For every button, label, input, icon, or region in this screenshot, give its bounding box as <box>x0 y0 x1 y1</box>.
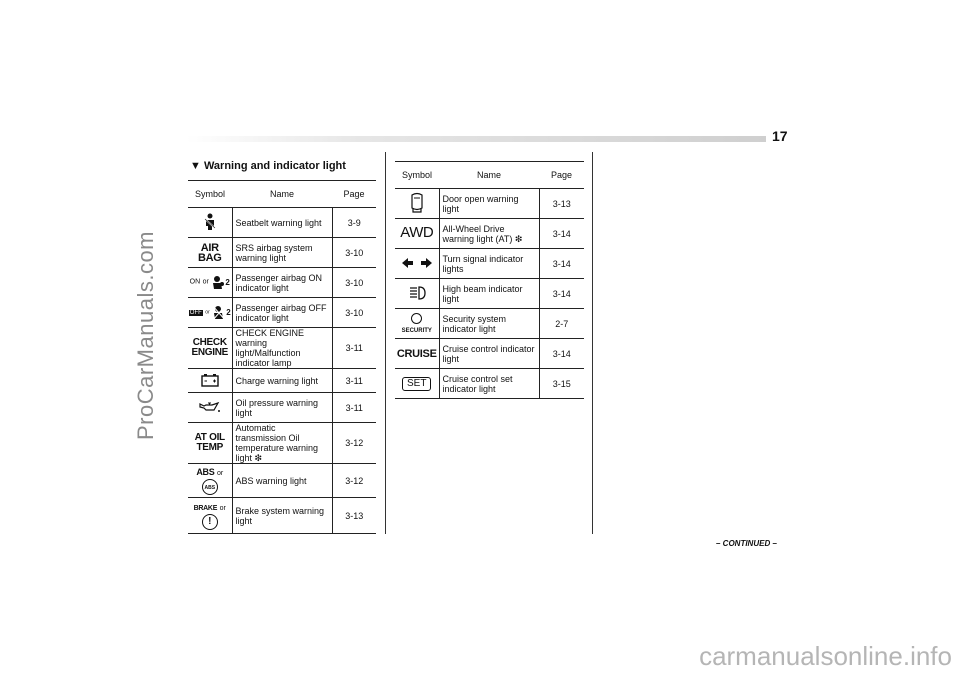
name-cell: Cruise control indicator light <box>439 339 539 369</box>
symbol-cell <box>188 208 232 238</box>
table-row <box>188 369 376 393</box>
name-cell: Seatbelt warning light <box>232 208 332 238</box>
name-cell: Turn signal indicator lights <box>439 249 539 279</box>
page-cell: 3-11 <box>332 328 376 369</box>
name-cell: Cruise control set indicator light <box>439 369 539 399</box>
table-row <box>188 498 376 534</box>
name-cell: ABS warning light <box>232 464 332 498</box>
seatbelt-icon <box>200 212 220 232</box>
header-rule <box>186 136 766 142</box>
page-cell: 3-14 <box>539 249 584 279</box>
symbol-cell <box>395 339 439 369</box>
page-cell: 3-13 <box>332 498 376 534</box>
symbol-cell <box>188 498 232 534</box>
table-row <box>395 369 584 399</box>
column-divider-middle <box>385 152 386 534</box>
symbol-cell <box>395 309 439 339</box>
high-beam-icon <box>407 286 427 300</box>
name-cell: Brake system warning light <box>232 498 332 534</box>
page-cell: 3-15 <box>539 369 584 399</box>
passenger-airbag-off-icon: OFF or 2 <box>189 307 231 317</box>
table-row <box>188 298 376 328</box>
table-row <box>395 309 584 339</box>
warning-lights-table-left <box>188 180 376 534</box>
name-cell: Passenger airbag OFF indicator light <box>232 298 332 328</box>
name-cell: Passenger airbag ON indicator light <box>232 268 332 298</box>
header-name: Name <box>232 181 332 208</box>
symbol-cell <box>395 279 439 309</box>
watermark-procarmanuals: ProCarManuals.com <box>133 230 158 440</box>
name-cell: Oil pressure warning light <box>232 393 332 423</box>
page-cell: 3-10 <box>332 238 376 268</box>
symbol-cell <box>188 268 232 298</box>
symbol-cell <box>188 464 232 498</box>
table-row <box>188 393 376 423</box>
section-marker-icon: ▼ <box>190 160 201 172</box>
page-cell: 3-11 <box>332 393 376 423</box>
section-title <box>190 160 346 172</box>
warning-lights-table-right <box>395 161 584 399</box>
awd-icon: AWD <box>400 224 434 241</box>
name-cell: CHECK ENGINE warning light/Malfunction indicator lamp <box>232 328 332 369</box>
name-cell: High beam indicator light <box>439 279 539 309</box>
header-symbol: Symbol <box>395 162 439 189</box>
header-name: Name <box>439 162 539 189</box>
passenger-airbag-on-icon: ON or 2 <box>190 277 230 287</box>
watermark-carmanualsonline: carmanualsonline.info <box>699 641 952 671</box>
table-row <box>188 423 376 464</box>
symbol-cell <box>395 249 439 279</box>
table-row <box>395 189 584 219</box>
airbag-icon: AIR BAG <box>197 241 222 264</box>
name-cell: Automatic transmission Oil temperature warning light ❇ <box>232 423 332 464</box>
name-cell: Security system indicator light <box>439 309 539 339</box>
header-page: Page <box>539 162 584 189</box>
header-page: Page <box>332 181 376 208</box>
table-row <box>395 279 584 309</box>
page-cell: 3-10 <box>332 298 376 328</box>
table-header-row <box>188 181 376 208</box>
page-cell: 3-10 <box>332 268 376 298</box>
name-cell: Charge warning light <box>232 369 332 393</box>
column-divider-right <box>592 152 593 534</box>
table-row <box>395 219 584 249</box>
symbol-cell <box>188 393 232 423</box>
oil-can-icon <box>198 400 222 414</box>
table-row <box>188 238 376 268</box>
page-cell: 3-12 <box>332 423 376 464</box>
symbol-cell <box>188 298 232 328</box>
security-icon: SECURITY <box>395 313 439 335</box>
page-cell: 3-13 <box>539 189 584 219</box>
name-cell: SRS airbag system warning light <box>232 238 332 268</box>
page-cell: 3-11 <box>332 369 376 393</box>
continued-label: – CONTINUED – <box>716 539 777 548</box>
table-row <box>395 339 584 369</box>
symbol-cell <box>395 219 439 249</box>
symbol-cell <box>188 423 232 464</box>
symbol-cell <box>395 369 439 399</box>
at-oil-temp-icon: AT OIL TEMP <box>194 432 225 453</box>
brake-icon: BRAKE or ! <box>188 502 232 530</box>
battery-icon <box>200 373 220 387</box>
cruise-set-icon: SET <box>402 377 431 391</box>
page-cell: 3-14 <box>539 339 584 369</box>
page-cell: 3-14 <box>539 279 584 309</box>
name-cell: Door open warning light <box>439 189 539 219</box>
table-row <box>188 268 376 298</box>
table-row <box>395 249 584 279</box>
symbol-cell <box>395 189 439 219</box>
page-number: 17 <box>772 128 788 144</box>
cruise-icon: CRUISE <box>396 347 437 360</box>
header-symbol: Symbol <box>188 181 232 208</box>
symbol-cell <box>188 238 232 268</box>
page-cell: 3-14 <box>539 219 584 249</box>
table-row <box>188 464 376 498</box>
page-cell: 2-7 <box>539 309 584 339</box>
section-title-text: Warning and indicator light <box>203 160 346 172</box>
turn-signal-icon <box>401 257 433 269</box>
table-row <box>188 208 376 238</box>
name-cell: All-Wheel Drive warning light (AT) ❇ <box>439 219 539 249</box>
symbol-cell <box>188 369 232 393</box>
symbol-cell <box>188 328 232 369</box>
page-cell: 3-12 <box>332 464 376 498</box>
door-open-icon <box>407 192 427 214</box>
page-cell: 3-9 <box>332 208 376 238</box>
check-engine-icon: CHECK ENGINE <box>191 337 229 358</box>
table-header-row <box>395 162 584 189</box>
abs-icon: ABS or ABS <box>188 467 232 495</box>
table-row <box>188 328 376 369</box>
